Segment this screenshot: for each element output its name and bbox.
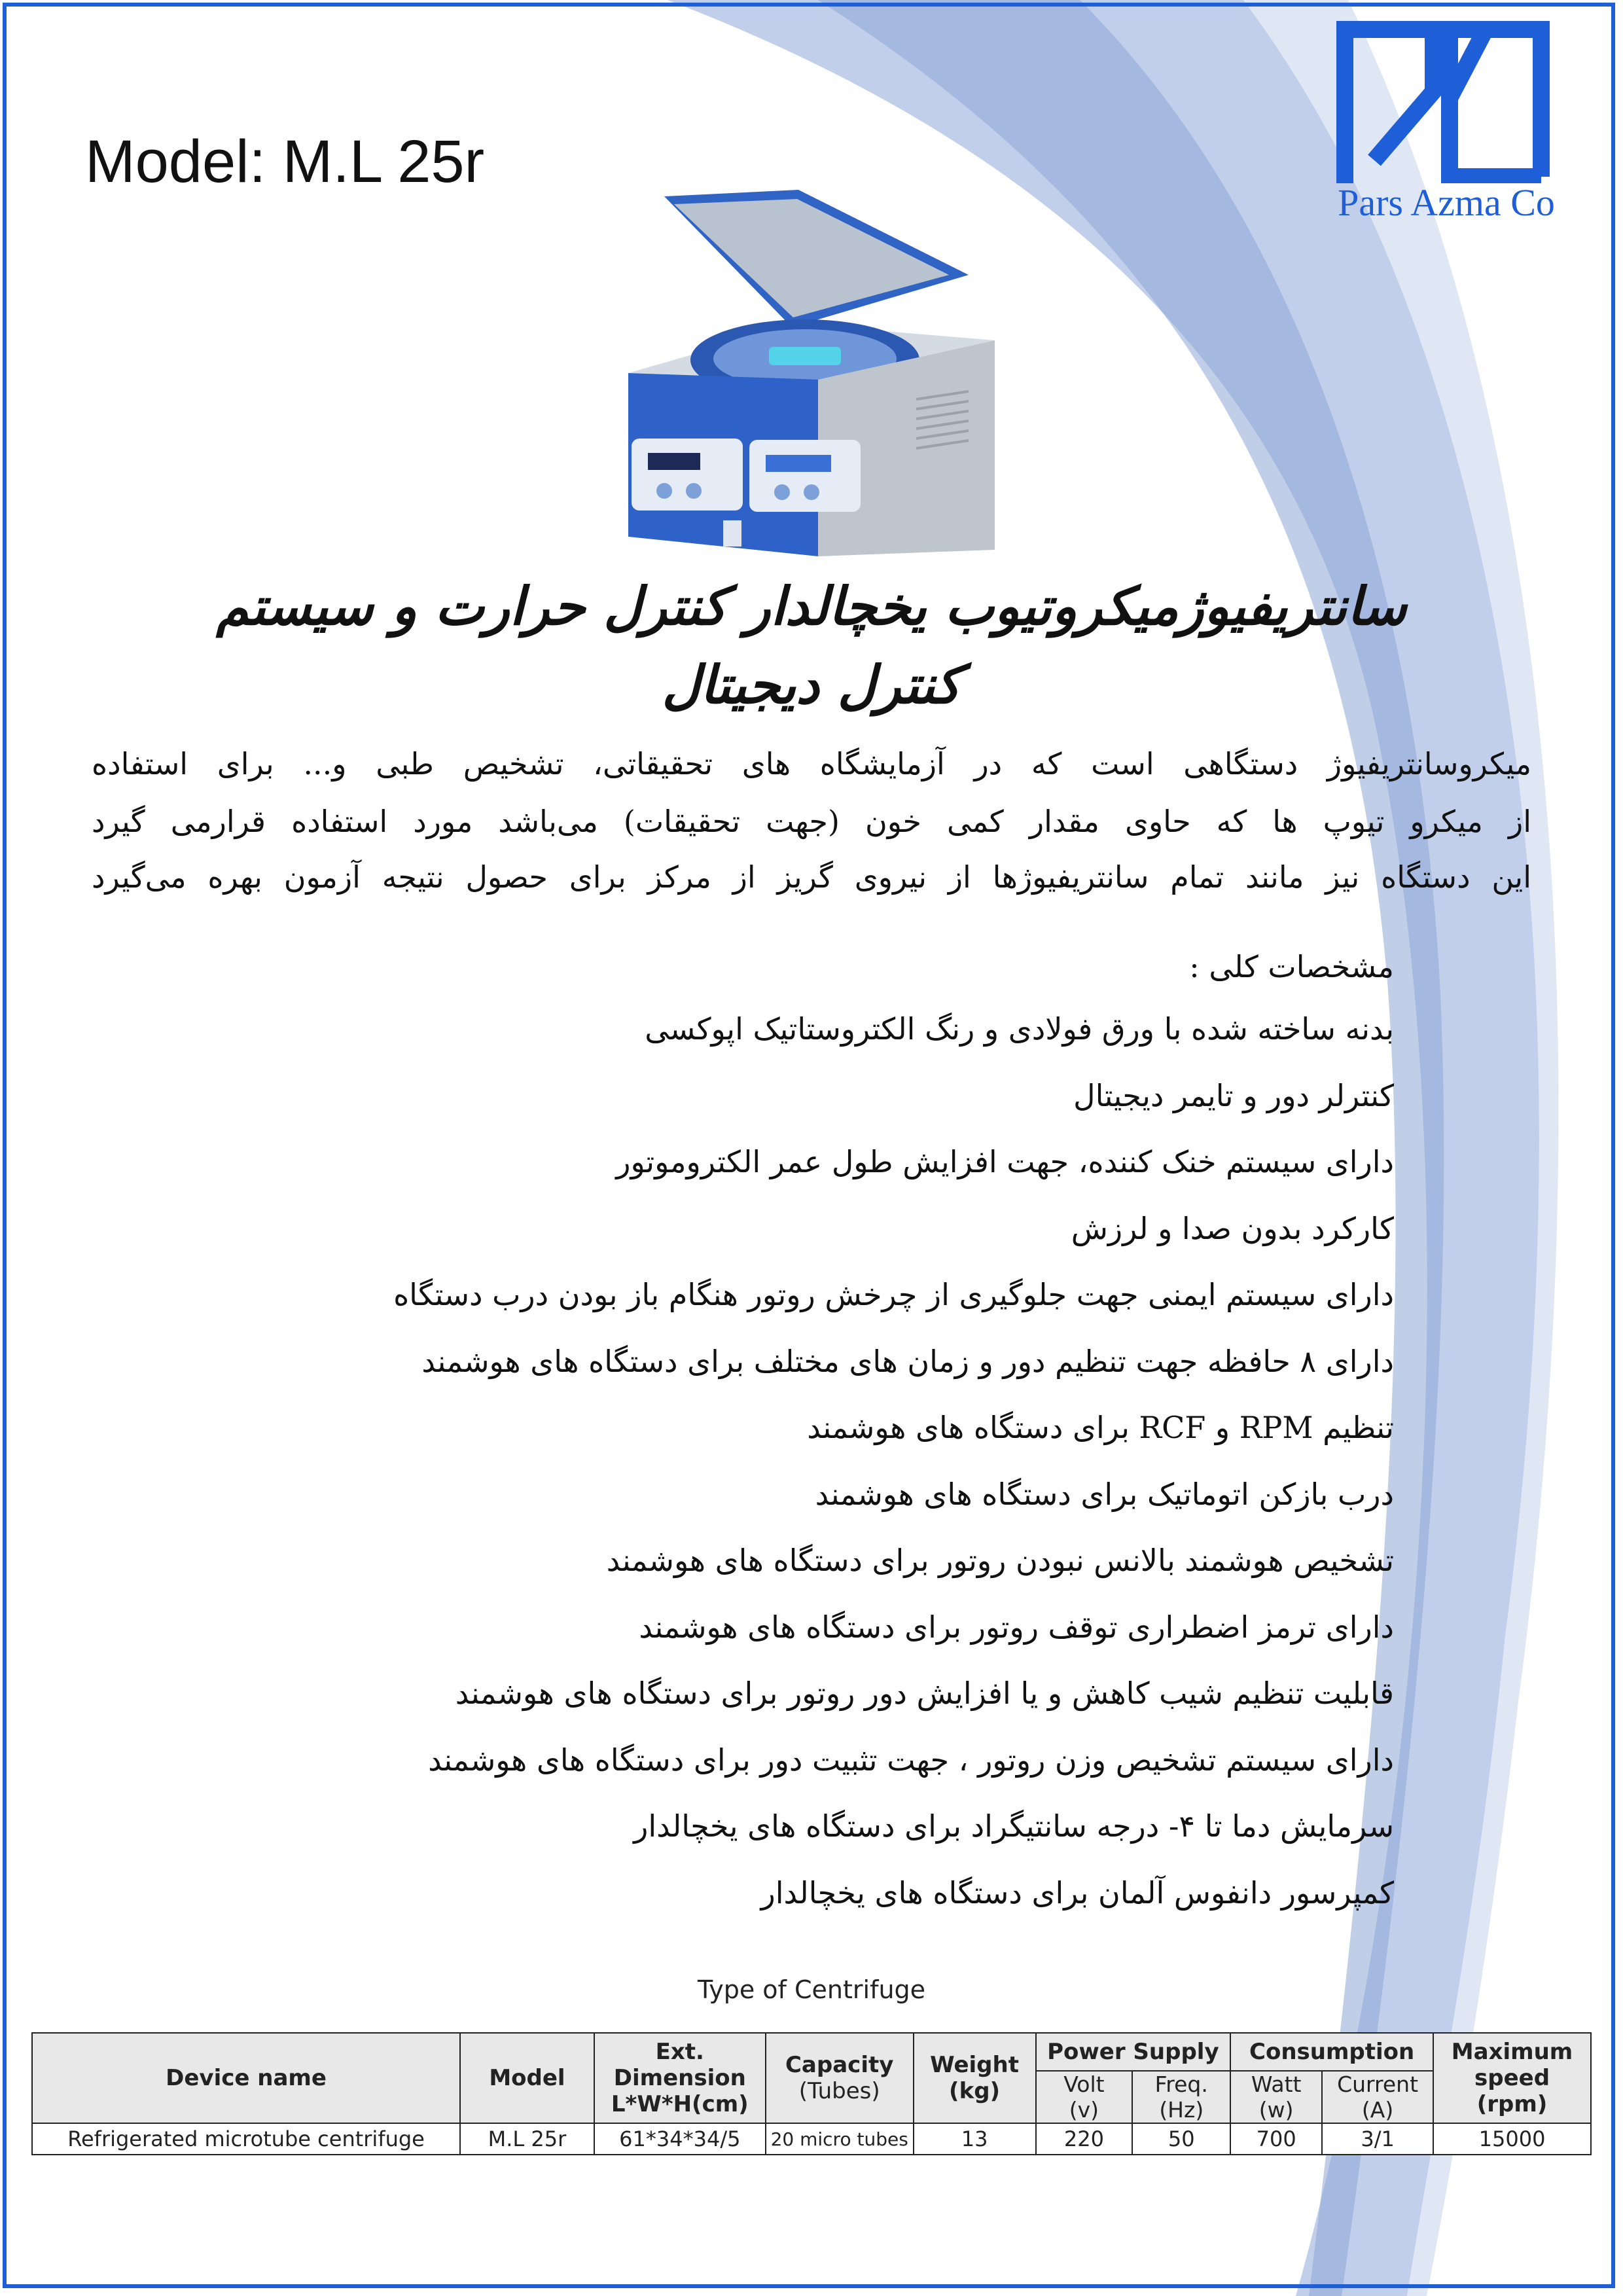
spec-item: کارکرد بدون صدا و لرزش <box>1071 1210 1394 1246</box>
spec-item: بدنه ساخته شده با ورق فولادی و رنگ الکتروستاتیک اپوکسی <box>645 1011 1394 1047</box>
header-consumption: Consumption <box>1230 2033 1433 2071</box>
intro-line-3: این دستگاه نیز مانند تمام سانتریفیوژها از نیروی گریز از مرکز برای حصول نتیجه آزمون بهره می‌گیرد <box>92 859 1531 895</box>
specs-list <box>85 1011 1394 1941</box>
centrifuge-image <box>602 183 1008 563</box>
product-title-line-1: سانتریفیوژمیکروتیوب یخچالدار کنترل حرارت و سیستم <box>216 576 1407 637</box>
spec-item: دارای ترمز اضطراری توقف روتور برای دستگاه های هوشمند <box>639 1609 1394 1645</box>
centrifuge-spec-table <box>31 2032 1592 2155</box>
pars-azma-logo <box>1335 20 1551 183</box>
intro-line-1: میکروسانتریفیوژ دستگاهی است که در آزمایشگاه های تحقیقاتی، تشخیص طبی و... برای استفاده <box>92 746 1531 781</box>
header-current: Current (A) <box>1322 2071 1433 2123</box>
header-device-name: Device name <box>32 2033 460 2123</box>
cell-volt: 220 <box>1036 2123 1133 2155</box>
spec-item: دارای سیستم ایمنی جهت جلوگیری از چرخش روتور هنگام باز بودن درب دستگاه <box>393 1277 1394 1312</box>
spec-item: کمپرسور دانفوس آلمان برای دستگاه های یخچالدار <box>760 1874 1394 1910</box>
cell-freq: 50 <box>1132 2123 1230 2155</box>
spec-item: سرمایش دما تا ۴- درجه سانتیگراد برای دستگاه های یخچالدار <box>633 1808 1394 1844</box>
header-watt: Watt (w) <box>1230 2071 1322 2123</box>
header-freq: Freq. (Hz) <box>1132 2071 1230 2123</box>
cell-watt: 700 <box>1230 2123 1322 2155</box>
header-capacity: Capacity (Tubes) <box>766 2033 914 2123</box>
header-model: Model <box>460 2033 594 2123</box>
company-name: Pars Azma Co <box>1338 181 1555 224</box>
spec-item: درب بازکن اتوماتیک برای دستگاه های هوشمند <box>815 1476 1394 1512</box>
header-weight: Weight (kg) <box>914 2033 1036 2123</box>
header-max-speed: Maximum speed (rpm) <box>1433 2033 1591 2123</box>
header-power-supply: Power Supply <box>1036 2033 1231 2071</box>
table-caption: Type of Centrifuge <box>697 1975 926 2004</box>
intro-line-2: از میکرو تیوپ ها که حاوی مقدار کمی خون (جهت تحقیقات) می‌باشد مورد استفاده قرارمی گیرد <box>92 804 1531 839</box>
spec-item: تشخیص هوشمند بالانس نبودن روتور برای دستگاه های هوشمند <box>606 1543 1394 1578</box>
spec-item: دارای سیستم تشخیص وزن روتور ، جهت تثبیت دور برای دستگاه های هوشمند <box>428 1742 1394 1778</box>
cell-device-name: Refrigerated microtube centrifuge <box>32 2123 460 2155</box>
table-row <box>32 2123 1591 2155</box>
cell-capacity: 20 micro tubes <box>766 2123 914 2155</box>
header-volt: Volt (v) <box>1036 2071 1133 2123</box>
cell-current: 3/1 <box>1322 2123 1433 2155</box>
spec-item: دارای سیستم خنک کننده، جهت افزایش طول عمر الکتروموتور <box>616 1144 1394 1179</box>
spec-item: دارای ۸ حافظه جهت تنظیم دور و زمان های مختلف برای دستگاه های هوشمند <box>421 1343 1394 1379</box>
spec-item: قابلیت تنظیم شیب کاهش و یا افزایش دور روتور برای دستگاه های هوشمند <box>455 1676 1394 1711</box>
header-ext-dimension: Ext. Dimension L*W*H(cm) <box>594 2033 766 2123</box>
cell-dimension: 61*34*34/5 <box>594 2123 766 2155</box>
cell-weight: 13 <box>914 2123 1036 2155</box>
model-label: Model: M.L 25r <box>85 128 485 195</box>
product-title-line-2: کنترل دیجیتال <box>662 655 961 715</box>
spec-item: کنترلر دور و تایمر دیجیتال <box>1073 1077 1394 1113</box>
cell-max-speed: 15000 <box>1433 2123 1591 2155</box>
specs-heading: مشخصات کلی : <box>1189 949 1394 984</box>
cell-model: M.L 25r <box>460 2123 594 2155</box>
spec-item: تنظیم RPM و RCF برای دستگاه های هوشمند <box>807 1410 1394 1445</box>
